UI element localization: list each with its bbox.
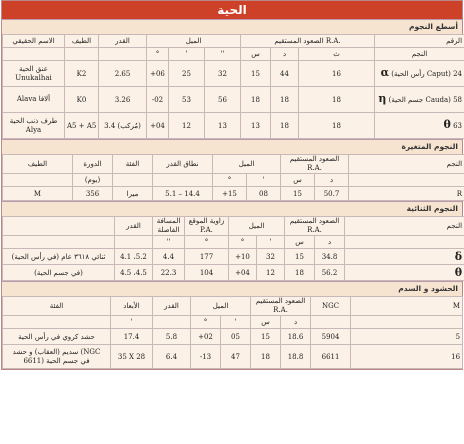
col-declination: الميل xyxy=(213,155,281,174)
ra-sec: 16 xyxy=(299,61,375,87)
unit-degree: ° xyxy=(191,316,221,329)
star-cell xyxy=(375,87,464,113)
ra-min: 13 xyxy=(241,113,271,139)
section-variable-stars-heading: النجوم المتغيرة xyxy=(2,139,462,154)
unit-hour: د xyxy=(315,174,349,187)
dec-min: 05 xyxy=(221,329,251,345)
col-declination: الميل xyxy=(147,35,241,48)
star-number: 63 xyxy=(453,122,463,130)
position-angle: 104 xyxy=(185,265,229,281)
dec-sec: 56 xyxy=(205,87,241,113)
unit-degree: ° xyxy=(213,174,247,187)
unit-hour: د xyxy=(271,48,299,61)
spectrum: K2 xyxy=(65,61,99,87)
col-ra: الصعود المستقيم R.A. xyxy=(281,155,349,174)
col-magnitude: القدر xyxy=(115,217,153,236)
unit-arcsec: '' xyxy=(153,236,185,249)
unit-days: (يوم) xyxy=(73,174,113,187)
spectrum: K0 xyxy=(65,87,99,113)
table-subheader-row xyxy=(3,316,463,329)
ra-min: 18 xyxy=(241,87,271,113)
col-ra: الصعود المستقيم R.A. xyxy=(285,217,345,236)
col-star: النجم xyxy=(345,217,464,236)
col-class: الفئة xyxy=(113,155,153,174)
unit-second: ث xyxy=(299,48,375,61)
unit-minute: س xyxy=(281,174,315,187)
separation: 4.4 xyxy=(153,249,185,265)
table-row xyxy=(3,345,463,369)
col-mag-range: نطاق القدر xyxy=(153,155,213,174)
mag-range: 5.1 – 14.4 xyxy=(153,187,213,201)
table-header-row xyxy=(3,297,463,316)
dec-deg: -13 xyxy=(191,345,221,369)
unit-minute: س xyxy=(241,48,271,61)
dec-min: 08 xyxy=(247,187,281,201)
ra-sec: 18 xyxy=(299,87,375,113)
table-row xyxy=(3,187,464,201)
star-symbol: δ xyxy=(345,249,464,265)
ra-min: 18.8 xyxy=(281,345,311,369)
table-header-row xyxy=(3,155,464,174)
dec-sec: 13 xyxy=(205,113,241,139)
brightest-stars-table xyxy=(2,34,464,139)
page-title: الحية xyxy=(2,1,462,19)
table-subheader-row xyxy=(3,174,464,187)
class: سديم (العقاب) و حشد (NGC 6611) في جسم الحية xyxy=(3,345,111,369)
ra-hour: 18 xyxy=(285,265,315,281)
star-cell xyxy=(375,113,464,139)
class: ميرا xyxy=(113,187,153,201)
col-number: الرقم xyxy=(375,35,464,48)
col-class: الفئة xyxy=(3,297,111,316)
col-magnitude: القدر xyxy=(99,35,147,48)
section-double-stars-heading: النجوم الثنائية xyxy=(2,201,462,216)
ra-hour: 44 xyxy=(271,61,299,87)
table-row xyxy=(3,265,464,281)
col-spectrum: الطيف xyxy=(3,155,73,174)
class: حشد كروي في رأس الحية xyxy=(3,329,111,345)
col-ra: الصعود المستقيم R.A. xyxy=(251,297,311,316)
ra-min: 18.6 xyxy=(281,329,311,345)
note: ثنائي ۳٦۱۸ عام (في رأس الحية) xyxy=(3,249,115,265)
table-row xyxy=(3,113,464,139)
note: (في جسم الحية) xyxy=(3,265,115,281)
dec-min: 32 xyxy=(257,249,285,265)
unit-degree: ° xyxy=(185,236,229,249)
clusters-nebulae-table xyxy=(2,296,463,369)
dec-deg: +15 xyxy=(213,187,247,201)
separation: 22.3 xyxy=(153,265,185,281)
position-angle: 177 xyxy=(185,249,229,265)
magnitude: 3.4 (مُركب) xyxy=(99,113,147,139)
star-name: طرف ذنب الحية Alya xyxy=(3,113,65,139)
star-name: Alava ألافا xyxy=(3,87,65,113)
unit-minute: س xyxy=(251,316,281,329)
unit-arcmin: ' xyxy=(247,174,281,187)
magnitude: 5.8 xyxy=(153,329,191,345)
star-symbol: R xyxy=(349,187,464,201)
section-brightest-stars-heading: أسطع النجوم xyxy=(2,19,462,34)
ra-hour: 18 xyxy=(271,87,299,113)
ngc-number: 5904 xyxy=(311,329,351,345)
section-clusters-nebulae-heading: الحشود و السدم xyxy=(2,281,462,296)
star-cell xyxy=(375,61,464,87)
dec-deg: +10 xyxy=(229,249,257,265)
star-symbol: η xyxy=(378,92,387,105)
star-symbol: θ xyxy=(443,118,451,131)
unit-arcmin: ' xyxy=(111,316,153,329)
magnitude: 2.65 xyxy=(99,61,147,87)
unit-degree: ° xyxy=(147,48,169,61)
ra-hour: 15 xyxy=(285,249,315,265)
unit-hour: د xyxy=(281,316,311,329)
ra-min: 50.7 xyxy=(315,187,349,201)
table-row xyxy=(3,87,464,113)
ra-hour: 15 xyxy=(251,329,281,345)
variable-stars-table xyxy=(2,154,464,201)
dec-deg: +02 xyxy=(191,329,221,345)
unit-minute: س xyxy=(285,236,315,249)
dimensions: 35 X 28 xyxy=(111,345,153,369)
ra-hour: 18 xyxy=(271,113,299,139)
unit-arcmin: ' xyxy=(257,236,285,249)
col-period: الدورة xyxy=(73,155,113,174)
col-separation: المسافة الفاصلة xyxy=(153,217,185,236)
star-symbol: θ xyxy=(345,265,464,281)
col-star: النجم xyxy=(375,48,464,61)
table-subheader-row xyxy=(3,48,464,61)
period: 356 xyxy=(73,187,113,201)
magnitude: 4.5 ،4.5 xyxy=(115,265,153,281)
col-declination: الميل xyxy=(191,297,251,316)
dec-sec: 32 xyxy=(205,61,241,87)
messier-number: 16 xyxy=(351,345,463,369)
col-star: النجم xyxy=(349,155,464,174)
star-symbol: α xyxy=(380,66,390,79)
star-number: (جسم الحية Cauda) 58 xyxy=(388,96,463,104)
double-stars-table xyxy=(2,216,464,281)
col-ra: الصعود المستقيم R.A. xyxy=(241,35,375,48)
ngc-number: 6611 xyxy=(311,345,351,369)
table-header-row xyxy=(3,35,464,48)
magnitude: 6.4 xyxy=(153,345,191,369)
col-messier: M xyxy=(351,297,463,316)
messier-number: 5 xyxy=(351,329,463,345)
star-number: (رأس الحية Caput) 24 xyxy=(391,70,463,78)
col-dimensions: الأبعاد xyxy=(111,297,153,316)
ra-hour: 15 xyxy=(281,187,315,201)
unit-hour: د xyxy=(315,236,345,249)
dec-deg: +04 xyxy=(147,113,169,139)
dec-min: 12 xyxy=(169,113,205,139)
magnitude: 3.26 xyxy=(99,87,147,113)
ra-hour: 18 xyxy=(251,345,281,369)
col-magnitude: القدر xyxy=(153,297,191,316)
dec-deg: -02 xyxy=(147,87,169,113)
star-name: عنق الحية Unukalhai xyxy=(3,61,65,87)
col-spectrum: الطيف xyxy=(65,35,99,48)
unit-arcmin: ' xyxy=(169,48,205,61)
unit-arcmin: ' xyxy=(221,316,251,329)
unit-degree: ° xyxy=(229,236,257,249)
dimensions: 17.4 xyxy=(111,329,153,345)
spectrum: M xyxy=(3,187,73,201)
table-subheader-row xyxy=(3,236,464,249)
dec-min: 53 xyxy=(169,87,205,113)
dec-min: 47 xyxy=(221,345,251,369)
table-row xyxy=(3,329,463,345)
table-row xyxy=(3,61,464,87)
ra-min: 56.2 xyxy=(315,265,345,281)
dec-min: 12 xyxy=(257,265,285,281)
ra-sec: 18 xyxy=(299,113,375,139)
dec-deg: +06 xyxy=(147,61,169,87)
ra-min: 34.8 xyxy=(315,249,345,265)
table-row xyxy=(3,249,464,265)
table-header-row xyxy=(3,217,464,236)
spectrum: A5 + A5 xyxy=(65,113,99,139)
col-declination: الميل xyxy=(229,217,285,236)
col-position-angle: زاوية الموقع P.A. xyxy=(185,217,229,236)
col-name: الاسم الحقيقي xyxy=(3,35,65,48)
dec-min: 25 xyxy=(169,61,205,87)
ra-min: 15 xyxy=(241,61,271,87)
col-ngc: NGC xyxy=(311,297,351,316)
constellation-table xyxy=(1,0,463,370)
unit-arcsec: '' xyxy=(205,48,241,61)
dec-deg: +04 xyxy=(229,265,257,281)
magnitude: 4.1 ،5.2 xyxy=(115,249,153,265)
